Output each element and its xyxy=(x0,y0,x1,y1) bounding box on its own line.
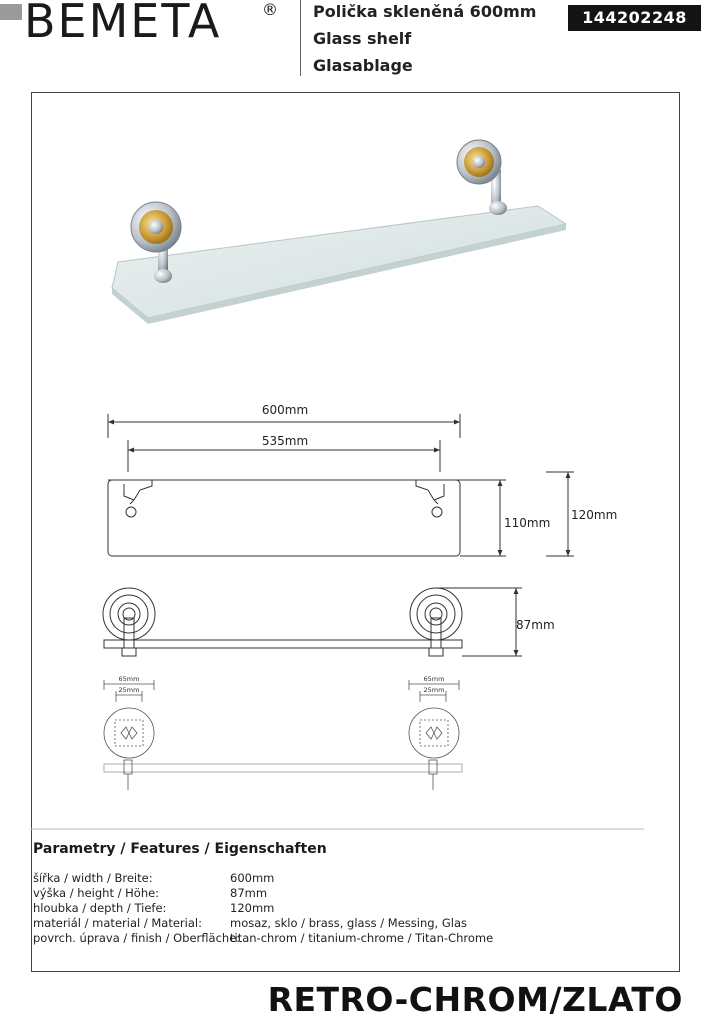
spec-value: titan-chrom / titanium-chrome / Titan-Chrome xyxy=(230,931,494,945)
dim-87-label: 87mm xyxy=(516,618,555,632)
spec-label: šířka / width / Breite: xyxy=(33,871,153,885)
dim-535-label: 535mm xyxy=(261,434,309,448)
title-english: Glass shelf xyxy=(313,29,412,48)
spec-value: 600mm xyxy=(230,871,275,885)
spec-value: mosaz, sklo / brass, glass / Messing, Glas xyxy=(230,916,467,930)
spec-value: 120mm xyxy=(230,901,275,915)
dim-120-label: 120mm xyxy=(571,508,618,522)
spec-row-width xyxy=(33,871,493,886)
dim-25-right-label: 25mm xyxy=(423,686,445,694)
spec-value: 87mm xyxy=(230,886,268,900)
brand-logo: BEMETA xyxy=(24,0,222,48)
brand-accent-square xyxy=(0,4,22,20)
dim-25-left-label: 25mm xyxy=(118,686,140,694)
dim-600-label: 600mm xyxy=(261,403,309,417)
registered-mark: ® xyxy=(262,0,278,19)
spec-row-height xyxy=(33,886,493,901)
spec-row-material xyxy=(33,916,493,931)
header-divider xyxy=(300,0,301,76)
spec-table xyxy=(33,871,493,946)
spec-label: výška / height / Höhe: xyxy=(33,886,160,900)
title-german: Glasablage xyxy=(313,56,413,75)
title-czech: Polička skleněná 600mm xyxy=(313,2,537,21)
spec-row-depth xyxy=(33,901,493,916)
spec-row-finish xyxy=(33,931,493,946)
features-title: Parametry / Features / Eigenschaften xyxy=(33,841,327,857)
spec-label: povrch. úprava / finish / Oberfläche: xyxy=(33,931,241,945)
dim-110-label: 110mm xyxy=(504,516,551,530)
spec-label: hloubka / depth / Tiefe: xyxy=(33,901,167,915)
product-code-badge: 144202248 xyxy=(568,5,701,31)
dim-65-right-label: 65mm xyxy=(423,675,445,683)
dim-65-left-label: 65mm xyxy=(118,675,140,683)
content-frame xyxy=(31,92,680,972)
spec-label: materiál / material / Material: xyxy=(33,916,202,930)
collection-title: RETRO-CHROM/ZLATO xyxy=(267,980,683,1019)
